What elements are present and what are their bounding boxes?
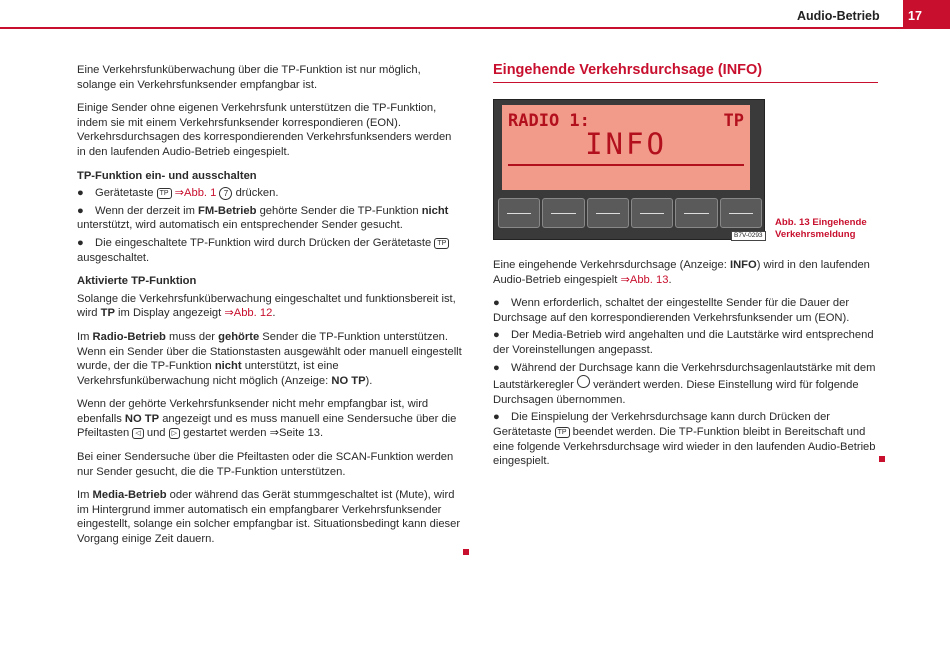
softkey-button: [498, 198, 540, 228]
tp-key-icon: TP: [157, 188, 172, 199]
figure-link[interactable]: ⇒Abb. 1: [174, 187, 217, 200]
display-underline: [508, 164, 744, 166]
display-screen: [502, 105, 750, 190]
figure-caption: Abb. 13 Eingehende Verkehrsmeldung: [775, 217, 867, 241]
list-item: ● Während der Durchsage kann die Verkehrsdurchsagenlautstärke mit dem Lautstärkeregler verändert werden. Diese Einstellung wird für folgende Durchsagen übernommen.: [493, 361, 876, 406]
paragraph: Solange die Verkehrsfunküberwachung eingeschaltet und funktionsbereit ist, wird TP im Display angezeigt ⇒Abb. 12.: [77, 292, 456, 320]
display-info-text: INFO: [585, 127, 667, 161]
header-rule: [0, 27, 950, 29]
list-item: ● Der Media-Betrieb wird angehalten und die Lautstärke wird entsprechend der Voreinstellungen angepasst.: [493, 329, 874, 356]
subheading: TP-Funktion ein- und ausschalten: [77, 169, 257, 182]
display-station-label: RADIO 1:: [508, 111, 590, 131]
left-column: [77, 63, 462, 556]
chapter-title: Audio-Betrieb: [797, 9, 880, 23]
paragraph: Einige Sender ohne eigenen Verkehrsfunk unterstützen die TP-Funktion, indem sie mit einem Verkehrsfunksender korrespondieren (EON). Verkehrsdurchsagen des korrespondierenden Verkehrsfunksenders werden in den laufenden Audio-Betrieb eingespielt.: [77, 102, 452, 158]
paragraph: Bei einer Sendersuche über die Pfeiltasten oder die SCAN-Funktion werden nur Sender gesucht, die die TP-Funktion unterstützen.: [77, 451, 454, 478]
figure-link[interactable]: ⇒Abb. 13: [620, 273, 669, 286]
softkey-row: [498, 198, 762, 228]
bullet-list: [77, 186, 462, 265]
softkey-button: [587, 198, 629, 228]
section-rule: [493, 82, 878, 83]
volume-knob-icon: [577, 375, 590, 388]
list-item: ● Wenn der derzeit im FM-Betrieb gehörte Sender die TP-Funktion nicht unterstützt, wird automatisch ein entsprechender Sender gesucht.: [77, 204, 449, 232]
callout-number-icon: 7: [219, 187, 232, 200]
bullet-list: [493, 296, 878, 469]
section-title: Eingehende Verkehrsdurchsage (INFO): [493, 62, 763, 78]
section-end-icon: [879, 456, 885, 462]
softkey-button: [720, 198, 762, 228]
section-end-icon: [463, 549, 469, 555]
paragraph: Eine eingehende Verkehrsdurchsage (Anzeige: INFO) wird in den laufenden Audio-Betrieb eingespielt ⇒Abb. 13.: [493, 259, 870, 286]
figure-code: B7V-0293: [731, 231, 766, 241]
right-column: [493, 258, 878, 478]
paragraph: Eine Verkehrsfunküberwachung über die TP-Funktion ist nur möglich, solange ein Verkehrsfunksender empfangbar ist.: [77, 64, 421, 91]
tp-key-icon: TP: [434, 238, 449, 249]
softkey-button: [675, 198, 717, 228]
paragraph: Im Media-Betrieb oder während das Gerät stummgeschaltet ist (Mute), wird im Hintergrund immer automatisch ein empfangbarer Verkehrsfunksender eingestellt, solange ein solcher empfangbar ist. Situationsbedingt kann dieser Vorgang einige Zeit dauern.: [77, 489, 461, 546]
softkey-button: [542, 198, 584, 228]
page-number: 17: [903, 0, 950, 27]
display-tp-label: TP: [723, 111, 744, 131]
figure-link[interactable]: ⇒Abb. 12: [224, 307, 273, 320]
paragraph: Wenn der gehörte Verkehrsfunksender nicht mehr empfangbar ist, wird ebenfalls NO TP angezeigt und es muss manuell eine Sendersuche über die Pfeiltasten ◁ und ▷ gestartet werden ⇒Seite 13.: [77, 398, 457, 440]
arrow-right-key-icon: ▷: [169, 428, 180, 439]
list-item: ● Wenn erforderlich, schaltet der eingestellte Sender für die Dauer der Durchsage auf den korrespondierenden Verkehrsfunksender um (EON).: [493, 297, 850, 324]
list-item: ● Gerätetaste TP ⇒Abb. 1 7 drücken.: [77, 187, 279, 200]
subheading: Aktivierte TP-Funktion: [77, 275, 197, 288]
list-item: ● Die eingeschaltete TP-Funktion wird durch Drücken der Gerätetaste TP ausgeschaltet.: [77, 236, 462, 265]
list-item: ● Die Einspielung der Verkehrsdurchsage kann durch Drücken der Gerätetaste TP beendet werden. Die TP-Funktion bleibt in Bereitschaft und eine folgende Verkehrsdurchsage wird wieder in den laufenden Audio-Betrieb eingespielt.: [493, 411, 876, 468]
arrow-left-key-icon: ◁: [132, 428, 143, 439]
radio-display-figure: [493, 99, 765, 240]
paragraph: Im Radio-Betrieb muss der gehörte Sender die TP-Funktion unterstützen. Wenn ein Sender über die Stationstasten ausgewählt oder manuell eingestellt wurde, der die TP-Funktion nicht unterstützt, ist eine Verkehrsfunküberwachung nicht möglich (Anzeige: NO TP).: [77, 330, 462, 387]
softkey-button: [631, 198, 673, 228]
tp-key-icon: TP: [555, 427, 570, 438]
